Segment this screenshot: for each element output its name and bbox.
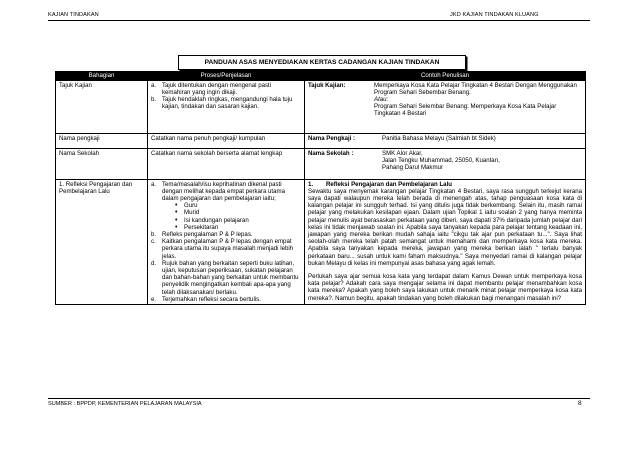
pengkaji-label: Nama Pengkaji : bbox=[308, 134, 356, 142]
cell-proses: a. Tema/masalah/isu keprihatinan dikenal pasti dengan melihat kepada empat perkara utama dalam pengajaran dan pembelajaran iaitu; • Guru • Murid • Isi kandungan pelajaran • Persekitaran b. Refleks pengalaman P & P lepas. c. Kaitkan pengalaman P & P lepas dengan empat perkara utama itu supaya masalah menjadi lebih jelas. d. Rujuk bahan yang berkaitan seperti buku latihan, ujian, keputusan peperiksaan, sukatan pelajaran dan bahan-bahan yang berkaitan untuk membantu penyelidik mengingatkan kembali apa-apa yang telah dilaksanakan/ berlaku. e. Terjemahkan refleksi secara bertulis. bbox=[148, 179, 305, 304]
cell-bahagian: Nama pengkaji bbox=[56, 133, 148, 148]
table-row bbox=[56, 179, 586, 304]
refleksi-d: Rujuk bahan yang berkaitan seperti buku latihan, ujian, keputusan peperiksaan, sukatan pelajaran dan bahan-bahan yang berkaitan untuk membantu penyelidik mengingatkan kembali apa-apa yang telah dilaksanakan/ berlaku. bbox=[162, 259, 299, 296]
table-header-row bbox=[56, 72, 586, 81]
tajuk-line1: Memperkaya Kosa Kata Pelajar Tingkatan 4 Bestari Dengan Menggunakan Program Sehari Sebembar Benang. bbox=[374, 81, 577, 96]
refleksi-c: Kaitkan pengalaman P & P lepas dengan empat perkara utama itu supaya masalah menjadi lebih jelas. bbox=[162, 238, 294, 260]
footer-divider bbox=[48, 398, 590, 399]
list-item: • Isi kandungan pelajaran bbox=[184, 217, 301, 224]
pengkaji-value: Panitia Bahasa Melayu (Salmiah bt Sidek) bbox=[382, 134, 496, 142]
page-number: 8 bbox=[578, 400, 582, 407]
header-right: JKD KAJIAN TINDAKAN KLUANG bbox=[450, 12, 539, 18]
tajuk-line2: Program Sehari Selembar Benang: Memperkaya Kosa Kata Pelajar Tingkatan 4 Bestari bbox=[374, 103, 557, 118]
cell-proses: Catatkan nama sekolah berserta alamat lengkap bbox=[148, 148, 305, 179]
guide-table bbox=[55, 71, 586, 305]
cell-contoh bbox=[305, 179, 586, 304]
cell-proses: a. Tajuk ditentukan dengan mengenal pasti kemahiran yang ingin dikaji. b. Tajuk hendaklah ringkas, mengandungi hala tuju kajian, tindakan dan sasaran kajian. bbox=[148, 80, 305, 133]
contoh-paragraph-1: Sewaktu saya menyemak karangan pelajar Tingkatan 4 Bestari, saya rasa sungguh terkejut kerana saya dapati walaupun mereka telah berada di menengah atas, tahap penguasaan kosa kata di kalangan pelajar ini sungguh terhad. Isi yang ditulis juga tidak berkembang. Selain itu, masih ramai pelajar yang melakukan kesilapan ejaan. Dalam ujian Topikal 1 iaitu soalan 2 yang hanya meminta pelajar menulis ayat berasaskan perkataan yang diberi, saya dapati 37% daripada jumlah pelajar dari kelas ini tidak menjawab soalan ini. Apabila saya tanyakan kepada para pelajar tentang keadaan ini, jawapan yang mereka berikan mudah sahaja iaitu "cikgu tak ajar pun perkataan tu...". Saya lihat seolah-olah mereka telah patah semangat untuk memahami dan memperkaya kosa kata mereka. Apabila saya tanyakan kepada mereka, jawapan yang mereka berikan ialah " terlalu banyak perkataan baru... susah untuk kami faham maksudnya." Saya menyedari ramai di kalangan pelajar bukan Melayu di kelas ini mempunyai asas bahasa yang agak lemah. bbox=[308, 187, 582, 267]
table-row bbox=[56, 80, 586, 133]
refleksi-b: Refleks pengalaman P & P lepas. bbox=[162, 230, 253, 238]
proses-b: Tajuk hendaklah ringkas, mengandungi hala tuju kajian, tindakan dan sasaran kajian. bbox=[162, 95, 293, 111]
proses-a: Tajuk ditentukan dengan mengenal pasti kemahiran yang ingin dikaji. bbox=[162, 81, 272, 96]
column-header: Proses/Penjelasan bbox=[148, 72, 305, 81]
table-row bbox=[56, 148, 586, 179]
list-item: • Guru bbox=[184, 202, 301, 209]
list-item: • Murid bbox=[184, 209, 301, 216]
sekolah-label: Nama Sekolah : bbox=[308, 149, 354, 157]
footer-source: SUMBER : BPPDP, KEMENTERIAN PELAJARAN MALAYSIA bbox=[48, 401, 202, 407]
sekolah-addr3: Pahang Darul Makmur bbox=[382, 163, 443, 171]
cell-contoh bbox=[305, 80, 586, 133]
cell-proses: Catatkan nama penuh pengkaji/ kumpulan bbox=[148, 133, 305, 148]
page-title: PANDUAN ASAS MENYEDIAKAN KERTAS CADANGAN KAJIAN TINDAKAN bbox=[178, 55, 466, 70]
list-item: • Persekitaran bbox=[184, 224, 301, 231]
refleksi-e: Terjemahkan refleksi secara bertulis. bbox=[162, 295, 261, 303]
cell-bahagian: Tajuk Kajian bbox=[56, 80, 148, 133]
header-left: KAJIAN TINDAKAN bbox=[48, 12, 99, 18]
tajuk-label: Tajuk Kajian: bbox=[308, 81, 346, 89]
sekolah-addr1: SMK Alor Akar, bbox=[382, 149, 423, 157]
sekolah-addr2: Jalan Tengku Muhammad, 25050, Kuantan, bbox=[382, 156, 500, 164]
cell-contoh bbox=[305, 133, 586, 148]
cell-bahagian: 1. Refleksi Pengajaran dan Pembelajaran Lalu bbox=[56, 179, 148, 304]
column-header: Bahagian bbox=[56, 72, 148, 81]
contoh-number: 1. bbox=[308, 180, 314, 188]
contoh-paragraph-2: Perlukah saya ajar semua kosa kata yang terdapat dalam Kamus Dewan untuk memperkaya kosa kata pelajar? Adakah cara saya mengajar selama ini dapat membantu pelajar menambahkan kosa kata mereka? Apakah yang boleh saya lakukan untuk menarik minat pelajar memperkaya kosa kata mereka?. Namun begitu, apakah tindakan yang boleh dilakukan bagi menangani masalah ini? bbox=[308, 272, 582, 302]
tajuk-atau: Atau: bbox=[374, 95, 389, 103]
refleksi-a: Tema/masalah/isu keprihatinan dikenal pasti dengan melihat kepada empat perkara utama dalam pengajaran dan pembelajaran iaitu; bbox=[162, 180, 285, 202]
table-row bbox=[56, 133, 586, 148]
header-divider bbox=[48, 20, 590, 21]
cell-bahagian: Nama Sekolah bbox=[56, 148, 148, 179]
column-header: Contoh Penulisan bbox=[305, 72, 586, 81]
cell-contoh bbox=[305, 148, 586, 179]
contoh-title: Refleksi Pengajaran dan Pembelajaran Lalu bbox=[326, 180, 452, 188]
